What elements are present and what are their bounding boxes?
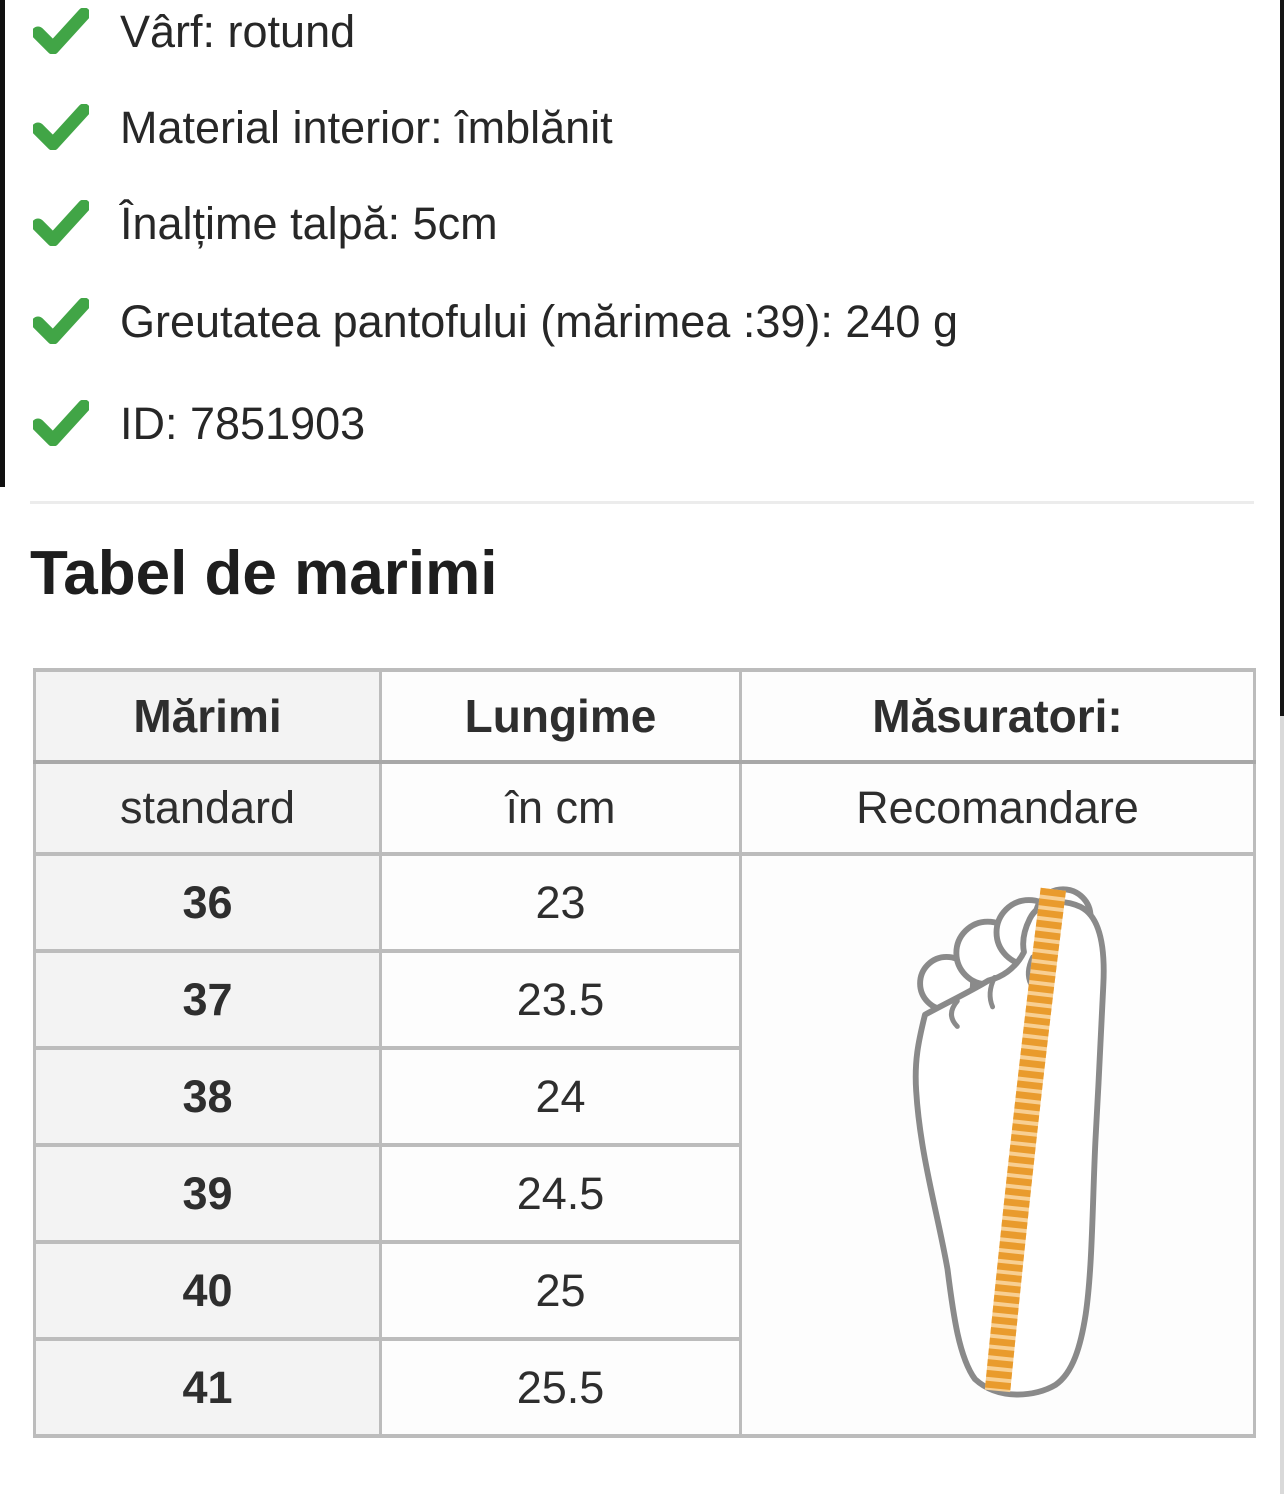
check-icon-stroke bbox=[38, 14, 84, 48]
size-table-subheader-row bbox=[35, 762, 1255, 854]
check-icon-stroke bbox=[38, 110, 84, 144]
size-table bbox=[33, 668, 1256, 1438]
table-row bbox=[35, 854, 1255, 951]
check-icon-stroke bbox=[38, 406, 84, 440]
column-header-length: Lungime bbox=[381, 670, 741, 762]
check-icon bbox=[33, 8, 89, 54]
feature-item bbox=[33, 192, 498, 254]
size-value: 37 bbox=[35, 951, 381, 1048]
subheader-standard: standard bbox=[35, 762, 381, 854]
check-icon bbox=[33, 400, 89, 446]
feature-item bbox=[33, 392, 365, 454]
feature-item bbox=[33, 0, 355, 62]
section-divider bbox=[30, 501, 1254, 504]
length-value: 25.5 bbox=[381, 1339, 741, 1436]
screen-edge-artifact-right-lower bbox=[1280, 716, 1284, 1494]
column-header-sizes: Mărimi bbox=[35, 670, 381, 762]
check-icon-stroke bbox=[38, 206, 84, 240]
size-value: 40 bbox=[35, 1242, 381, 1339]
length-value: 25 bbox=[381, 1242, 741, 1339]
feature-label: Vârf: rotund bbox=[120, 5, 356, 57]
feature-label: ID: 7851903 bbox=[120, 397, 366, 449]
feature-label: Greutatea pantofului (mărimea :39): 240 g bbox=[120, 295, 958, 347]
feature-label: Înalțime talpă: 5cm bbox=[120, 197, 498, 249]
size-table-header-row bbox=[35, 670, 1255, 762]
screen-edge-artifact-left bbox=[0, 0, 5, 487]
size-value: 41 bbox=[35, 1339, 381, 1436]
length-value: 23 bbox=[381, 854, 741, 951]
check-icon bbox=[33, 104, 89, 150]
size-value: 38 bbox=[35, 1048, 381, 1145]
size-value: 36 bbox=[35, 854, 381, 951]
column-header-measure: Măsuratori: bbox=[741, 670, 1255, 762]
foot-measure-diagram bbox=[741, 854, 1255, 1436]
size-table-title: Tabel de marimi bbox=[30, 539, 498, 608]
screen-edge-artifact-right bbox=[1280, 0, 1284, 716]
subheader-unit: în cm bbox=[381, 762, 741, 854]
subheader-recommendation: Recomandare bbox=[741, 762, 1255, 854]
check-icon-stroke bbox=[38, 304, 84, 338]
length-value: 24.5 bbox=[381, 1145, 741, 1242]
feature-item bbox=[33, 290, 958, 352]
size-value: 39 bbox=[35, 1145, 381, 1242]
feature-label: Material interior: îmblănit bbox=[120, 101, 613, 153]
length-value: 23.5 bbox=[381, 951, 741, 1048]
check-icon bbox=[33, 298, 89, 344]
feature-item bbox=[33, 96, 613, 158]
check-icon bbox=[33, 200, 89, 246]
length-value: 24 bbox=[381, 1048, 741, 1145]
